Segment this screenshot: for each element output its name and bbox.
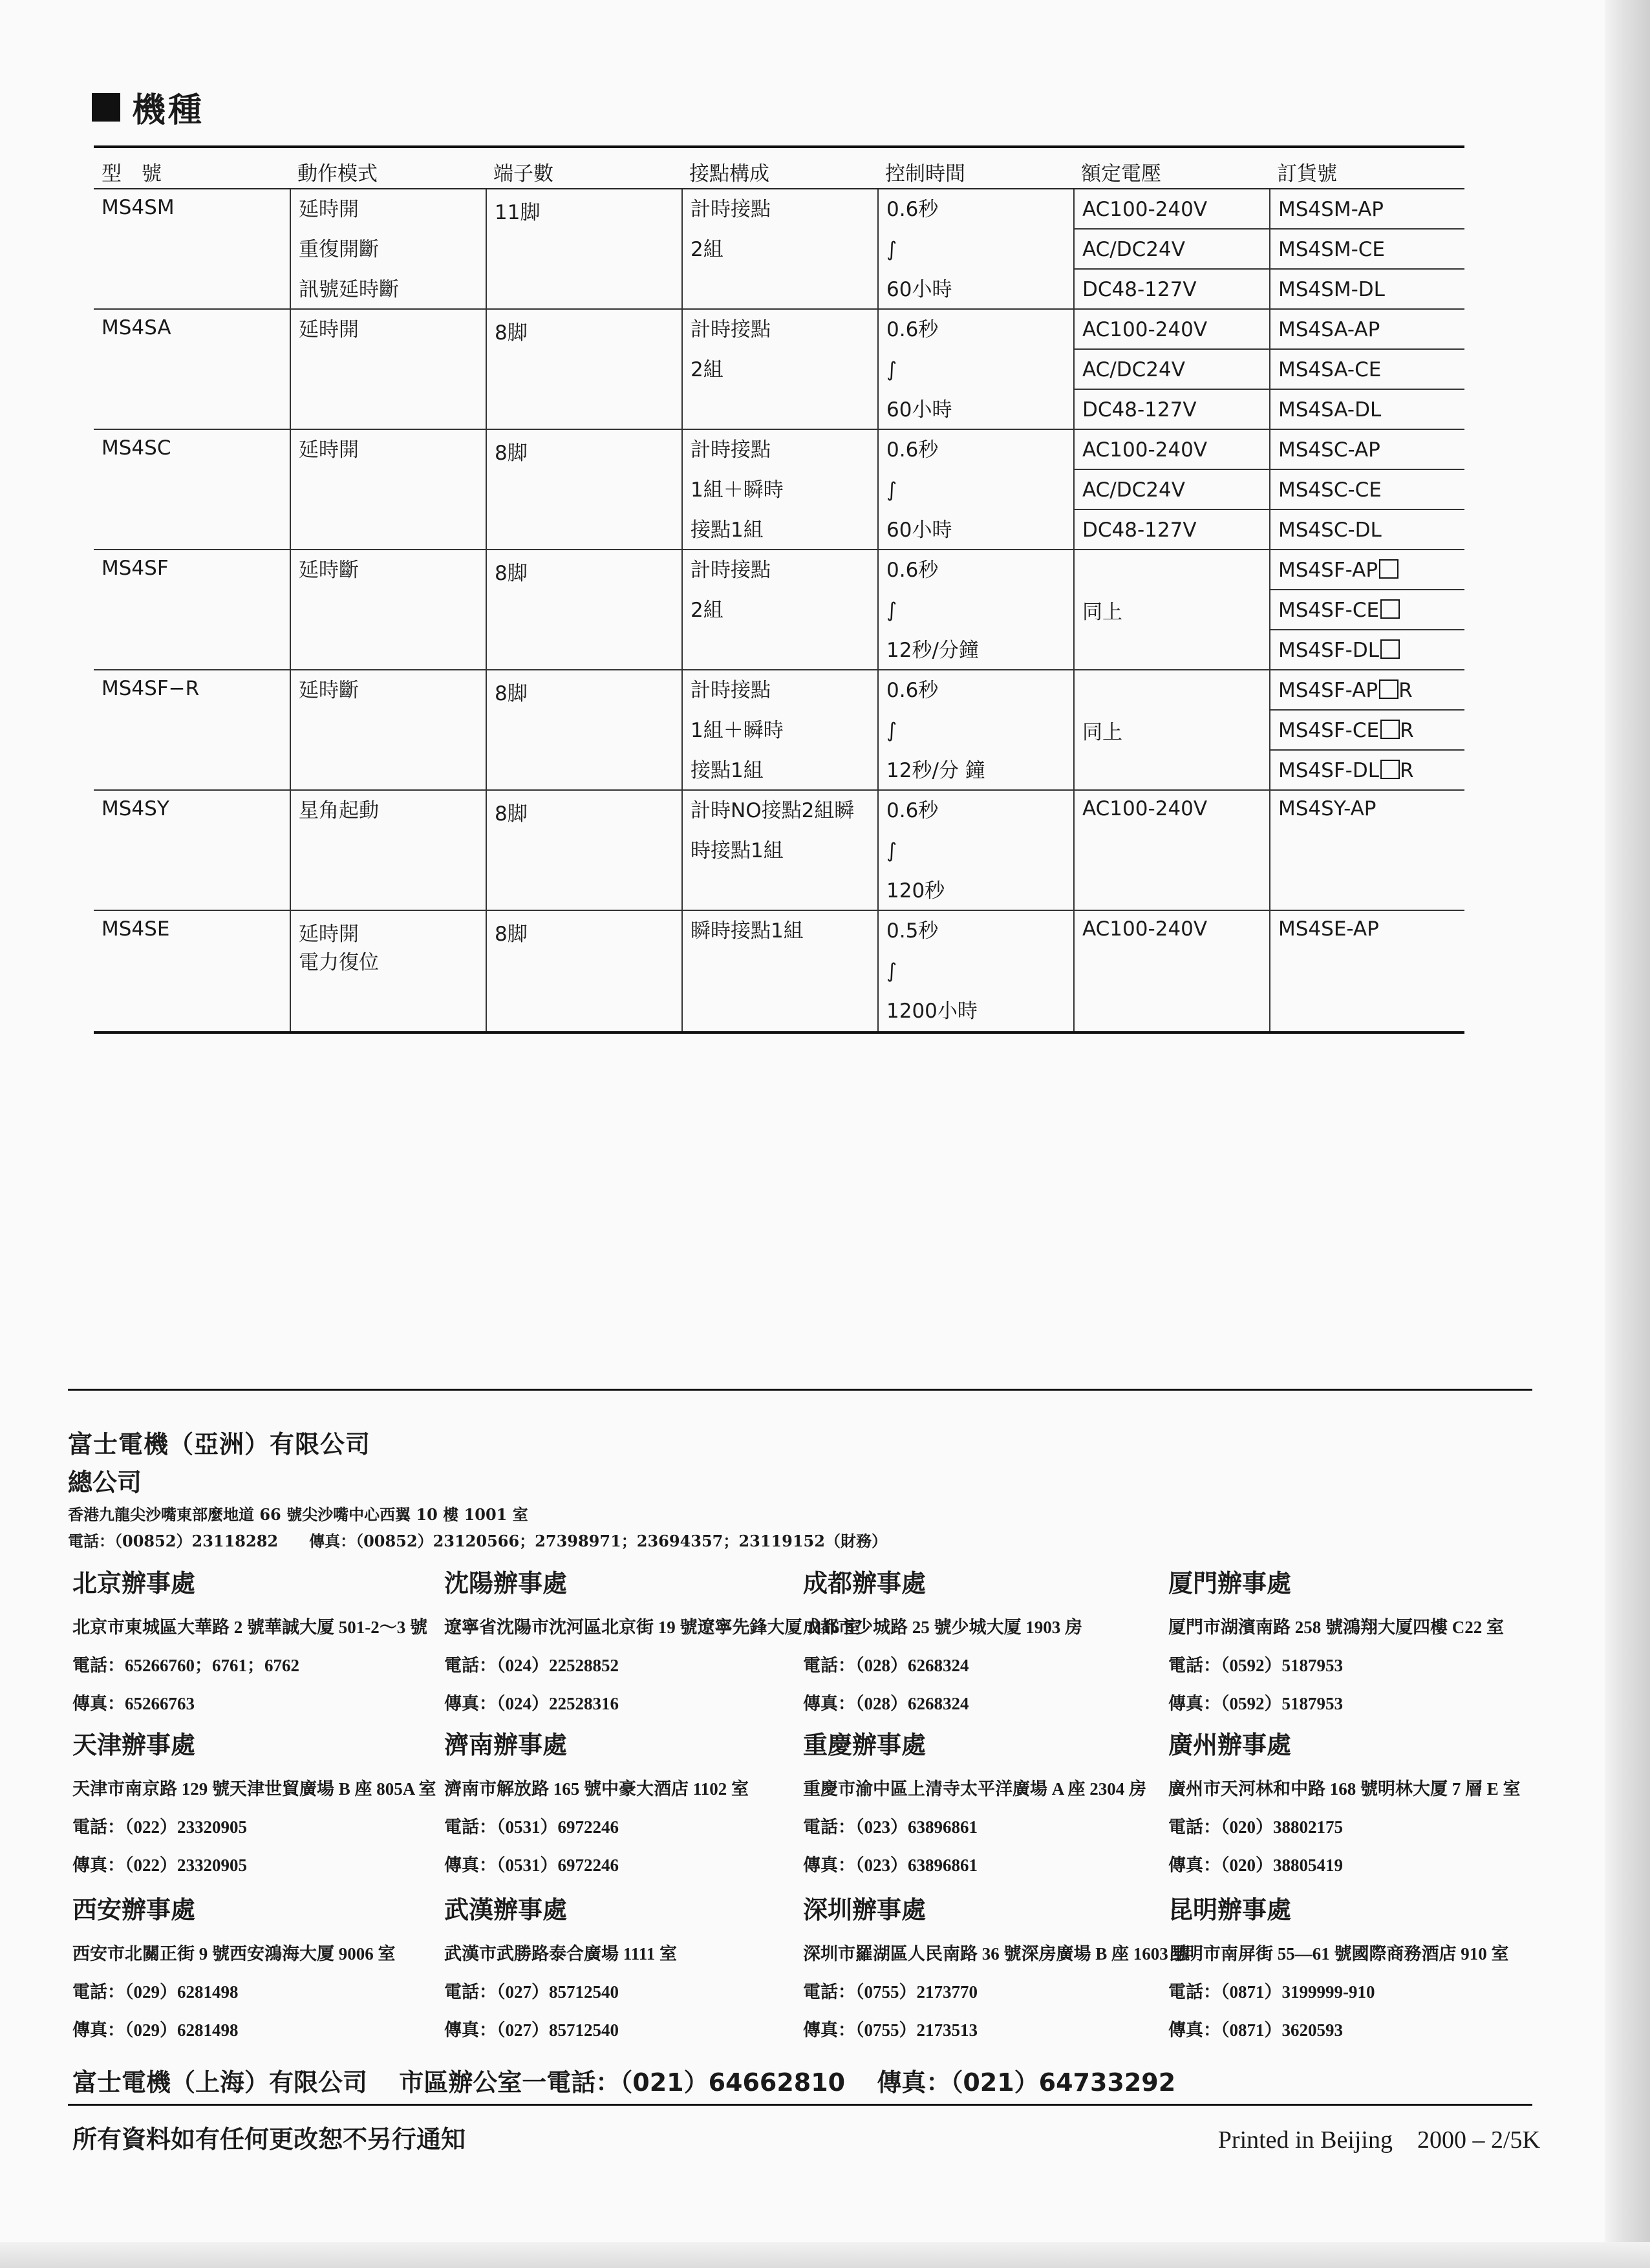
printed-info: Printed in Beijing 2000 – 2/5K (1217, 2126, 1540, 2154)
office-address: 成都市少城路 25 號少城大厦 1903 房 (803, 1618, 1082, 1637)
model-cell: MS4SM (102, 196, 175, 219)
contact-cell (681, 310, 877, 429)
model-cell: MS4SA (102, 316, 171, 339)
office-tel: 電話：（024）22528852 (444, 1656, 619, 1675)
office-tel: 電話：（028）6268324 (803, 1656, 969, 1675)
voltage-cell (1075, 270, 1269, 310)
mode-cell (290, 430, 486, 549)
hq-label: 總公司 (68, 1468, 142, 1497)
office-address: 北京市東城區大華路 2 號華誠大厦 501-2～3 號 (72, 1618, 427, 1637)
office-address: 西安市北關正街 9 號西安鴻海大厦 9006 室 (72, 1944, 396, 1963)
header-mode: 動作模式 (297, 162, 378, 186)
table-row (94, 791, 1464, 911)
table-body (94, 189, 1464, 1031)
time-line: 12秒/分鐘 (886, 639, 979, 662)
office-name: 重慶辦事處 (803, 1731, 927, 1759)
voltage-cell (1073, 670, 1269, 789)
office-block (803, 1890, 1190, 2041)
contact-cell (681, 791, 877, 910)
order-cell (1269, 189, 1464, 308)
order-text: MS4SF-DL (1278, 639, 1379, 662)
time-line: 60小時 (886, 519, 952, 542)
time-cell (877, 911, 1073, 1031)
office-fax: 傳真：（0592）5187953 (1168, 1694, 1343, 1713)
mode-line: 延時開 (299, 438, 359, 462)
mode-line: 重復開斷 (299, 238, 379, 261)
order-text: MS4SF-DL (1278, 759, 1379, 782)
black-square-icon (92, 93, 120, 122)
office-block (444, 1890, 806, 2041)
contact-cell (681, 670, 877, 789)
office-fax: 傳真：（020）38805419 (1168, 1856, 1343, 1875)
voltage-text: AC100-240V (1082, 198, 1208, 221)
voltage-cell (1075, 350, 1269, 390)
time-line: 60小時 (886, 398, 952, 422)
order-cell (1269, 550, 1464, 669)
header-voltage: 額定電壓 (1081, 162, 1161, 186)
order-cell (1269, 791, 1464, 910)
office-fax: 傳真：（028）6268324 (803, 1694, 969, 1713)
mode-line: 延時斷 (299, 679, 359, 702)
time-line: ∫ (886, 238, 897, 261)
mode-cell (290, 189, 486, 308)
order-text: MS4SF-CE (1278, 599, 1380, 622)
shanghai-tel: 市區辦公室一電話：（021）64662810 (399, 2068, 846, 2097)
office-block (444, 1725, 806, 1876)
office-tel: 電話：（022）23320905 (72, 1817, 247, 1837)
order-text: MS4SC-DL (1278, 519, 1382, 542)
header-contact: 接點構成 (689, 162, 769, 186)
table-header (94, 148, 1464, 189)
pins-cell: 8脚 (486, 670, 681, 789)
time-line: ∫ (886, 839, 897, 862)
office-fax: 傳真：（022）23320905 (72, 1856, 247, 1875)
option-box-icon (1380, 760, 1400, 779)
contact-line: 計時接點 (691, 679, 771, 702)
order-suffix: R (1400, 719, 1414, 742)
office-block (72, 1725, 434, 1876)
order-cell (1270, 550, 1464, 590)
office-address: 濟南市解放路 165 號中豪大酒店 1102 室 (444, 1779, 749, 1799)
office-name: 濟南辦事處 (444, 1731, 568, 1759)
section-heading (92, 83, 204, 131)
time-cell (877, 550, 1073, 669)
shanghai-fax: 傳真：（021）64733292 (877, 2068, 1176, 2097)
office-address: 深圳市羅湖區人民南路 36 號深房廣場 B 座 1603 號 (803, 1944, 1190, 1963)
voltage-cell (1073, 791, 1269, 910)
office-name: 廣州辦事處 (1168, 1731, 1292, 1759)
office-name: 沈陽辦事處 (444, 1569, 568, 1598)
order-cell (1270, 751, 1464, 791)
time-line: 0.6秒 (886, 679, 939, 702)
order-text: MS4SM-AP (1278, 198, 1384, 221)
time-cell (877, 310, 1073, 429)
time-cell (877, 189, 1073, 308)
page-edge-shadow (1605, 0, 1650, 2268)
heading-text: 機種 (132, 91, 205, 130)
office-tel: 電話：65266760；6761；6762 (72, 1656, 299, 1675)
office-fax: 傳真：（0531）6972246 (444, 1856, 619, 1875)
office-name: 成都辦事處 (803, 1569, 927, 1598)
time-cell (877, 670, 1073, 789)
order-cell (1269, 310, 1464, 429)
hq-address: 香港九龍尖沙嘴東部麼地道 66 號尖沙嘴中心西翼 10 樓 1001 室 (68, 1505, 528, 1524)
mode-line: 星角起動 (299, 799, 379, 822)
contact-cell (681, 911, 877, 1031)
contact-line: 瞬時接點1組 (691, 919, 804, 943)
time-line: 0.6秒 (886, 438, 939, 462)
mode-line: 訊號延時斷 (299, 278, 399, 301)
order-cell (1269, 911, 1464, 1031)
office-address: 昆明市南屏街 55—61 號國際商務酒店 910 室 (1168, 1944, 1509, 1963)
contact-line: 時接點1組 (691, 839, 784, 862)
voltage-cell (1075, 310, 1269, 350)
order-text: MS4SC-CE (1278, 478, 1382, 502)
office-name: 厦門辦事處 (1168, 1569, 1292, 1598)
contact-line: 計時接點 (691, 559, 771, 582)
header-model: 型 號 (102, 162, 162, 186)
time-line: 0.6秒 (886, 198, 939, 221)
voltage-cell (1073, 430, 1269, 549)
option-box-icon (1380, 720, 1400, 739)
office-tel: 電話：（0755）2173770 (803, 1982, 978, 2002)
time-cell (877, 791, 1073, 910)
office-name: 天津辦事處 (72, 1731, 196, 1759)
voltage-cell (1073, 911, 1269, 1031)
office-fax: 傳真：（027）85712540 (444, 2020, 619, 2040)
office-block (444, 1563, 862, 1715)
office-name: 北京辦事處 (72, 1569, 196, 1598)
office-fax: 傳真：（023）63896861 (803, 1856, 978, 1875)
voltage-cell (1073, 189, 1269, 308)
contact-line: 2組 (691, 599, 723, 622)
shanghai-name: 富士電機（上海）有限公司 (72, 2068, 368, 2097)
contact-line: 2組 (691, 358, 723, 381)
office-block (1168, 1725, 1530, 1876)
order-text: MS4SC-AP (1278, 438, 1380, 462)
pins-cell: 8脚 (486, 310, 681, 429)
mode-cell (290, 791, 486, 910)
table-row (94, 430, 1464, 550)
time-cell (877, 430, 1073, 549)
mode-cell (290, 670, 486, 789)
order-text: MS4SM-CE (1278, 238, 1385, 261)
office-tel: 電話：（029）6281498 (72, 1982, 239, 2002)
office-tel: 電話：（0871）3199999-910 (1168, 1982, 1375, 2002)
time-line: ∫ (886, 719, 897, 742)
company-name: 富士電機（亞洲）有限公司 (68, 1430, 371, 1459)
mode-line: 延時開 (299, 198, 359, 221)
order-text: MS4SY-AP (1278, 797, 1377, 820)
office-fax: 傳真：（0755）2173513 (803, 2020, 978, 2040)
office-name: 深圳辦事處 (803, 1896, 927, 1924)
order-text: MS4SF-AP (1278, 559, 1378, 582)
order-cell (1269, 670, 1464, 789)
header-time: 控制時間 (885, 162, 965, 186)
office-tel: 電話：（0531）6972246 (444, 1817, 619, 1837)
office-tel: 電話：（023）63896861 (803, 1817, 978, 1837)
pins-cell: 8脚 (486, 430, 681, 549)
office-name: 西安辦事處 (72, 1896, 196, 1924)
time-line: 60小時 (886, 278, 952, 301)
time-line: ∫ (886, 358, 897, 381)
voltage-text: AC100-240V (1082, 318, 1208, 341)
model-cell: MS4SF (102, 557, 169, 580)
contact-line: 2組 (691, 238, 723, 261)
pins-cell: 11脚 (486, 189, 681, 308)
office-tel: 電話：（020）38802175 (1168, 1817, 1343, 1837)
order-cell (1270, 189, 1464, 230)
order-cell (1270, 470, 1464, 510)
model-cell: MS4SE (102, 917, 170, 941)
voltage-text: AC/DC24V (1082, 238, 1185, 261)
time-line: ∫ (886, 599, 897, 622)
voltage-cell (1073, 550, 1269, 669)
order-text: MS4SA-CE (1278, 358, 1382, 381)
option-box-icon (1380, 639, 1400, 659)
model-cell: MS4SF−R (102, 677, 200, 700)
option-box-icon (1380, 599, 1400, 619)
contact-line: 計時NO接點2組瞬 (691, 799, 855, 822)
mode-cell (290, 911, 486, 1031)
table-row (94, 911, 1464, 1031)
option-box-icon (1379, 679, 1398, 699)
footer-divider (68, 2104, 1532, 2106)
office-block (803, 1725, 1165, 1876)
model-spec-table (94, 145, 1464, 1034)
contact-line: 接點1組 (691, 759, 764, 782)
voltage-cell (1075, 230, 1269, 270)
option-box-icon (1379, 559, 1398, 579)
order-cell (1270, 350, 1464, 390)
mode-cell (290, 310, 486, 429)
office-address: 武漢市武勝路泰合廣場 1111 室 (444, 1944, 678, 1963)
order-cell (1269, 430, 1464, 549)
mode-line: 延時開 (299, 318, 359, 341)
voltage-text: AC/DC24V (1082, 478, 1185, 502)
mode-cell (290, 550, 486, 669)
voltage-cell (1075, 189, 1269, 230)
office-address: 遼寧省沈陽市沈河區北京街 19 號遼寧先鋒大厦 1116 室 (444, 1618, 862, 1637)
model-cell: MS4SY (102, 797, 169, 820)
voltage-text: 同上 (1082, 720, 1122, 744)
voltage-cell (1075, 430, 1269, 470)
office-fax: 傳真：（024）22528316 (444, 1694, 619, 1713)
page-bottom-shadow (0, 2242, 1650, 2268)
contact-line: 1組＋瞬時 (691, 478, 784, 502)
voltage-text: DC48-127V (1082, 278, 1197, 301)
office-fax: 傳真：（029）6281498 (72, 2020, 239, 2040)
office-fax: 傳真：（0871）3620593 (1168, 2020, 1343, 2040)
mode-line: 電力復位 (299, 951, 379, 974)
voltage-text: 同上 (1082, 600, 1122, 624)
order-cell (1270, 590, 1464, 630)
order-text: MS4SA-AP (1278, 318, 1380, 341)
order-cell (1270, 430, 1464, 470)
footer-notice: 所有資料如有任何更改恕不另行通知 (72, 2125, 466, 2154)
voltage-text: AC100-240V (1082, 438, 1208, 462)
hq-contact: 電話：（00852）23118282 傳真：（00852）23120566；27398971；23694357；23119152（財務） (68, 1532, 887, 1550)
order-suffix: R (1399, 759, 1414, 782)
time-line: 120秒 (886, 879, 945, 903)
order-text: MS4SF-AP (1278, 679, 1378, 702)
order-cell (1270, 630, 1464, 670)
office-name: 昆明辦事處 (1168, 1896, 1292, 1924)
order-cell (1270, 310, 1464, 350)
time-line: 0.5秒 (886, 919, 939, 943)
table-row (94, 310, 1464, 430)
time-line: 12秒/分 鐘 (886, 759, 985, 782)
contact-cell (681, 550, 877, 669)
office-address: 厦門市湖濱南路 258 號鴻翔大厦四樓 C22 室 (1168, 1618, 1504, 1637)
pins-cell: 8脚 (486, 550, 681, 669)
time-line: 0.6秒 (886, 318, 939, 341)
office-block (803, 1563, 1165, 1715)
contact-line: 計時接點 (691, 318, 771, 341)
voltage-text: DC48-127V (1082, 398, 1197, 422)
header-pins: 端子數 (493, 162, 553, 186)
pins-cell: 8脚 (486, 791, 681, 910)
order-cell (1270, 270, 1464, 310)
pins-cell: 8脚 (486, 911, 681, 1031)
order-text: MS4SE-AP (1278, 917, 1379, 941)
order-cell (1270, 230, 1464, 270)
order-cell (1270, 670, 1464, 711)
contact-line: 接點1組 (691, 519, 764, 542)
order-text: MS4SF-CE (1278, 719, 1380, 742)
table-row (94, 189, 1464, 310)
time-line: ∫ (886, 959, 897, 983)
order-text: MS4SM-DL (1278, 278, 1385, 301)
office-block (1168, 1890, 1530, 2041)
office-fax: 傳真：65266763 (72, 1694, 195, 1713)
voltage-cell (1075, 510, 1269, 550)
contact-line: 1組＋瞬時 (691, 719, 784, 742)
contact-cell (681, 189, 877, 308)
voltage-text: DC48-127V (1082, 519, 1197, 542)
office-address: 重慶市渝中區上清寺太平洋廣場 A 座 2304 房 (803, 1779, 1147, 1799)
office-tel: 電話：（0592）5187953 (1168, 1656, 1343, 1675)
office-block (72, 1563, 434, 1715)
order-cell (1270, 711, 1464, 751)
contact-line: 計時接點 (691, 438, 771, 462)
office-block (1168, 1563, 1530, 1715)
office-address: 廣州市天河林和中路 168 號明林大厦 7 層 E 室 (1168, 1779, 1521, 1799)
order-text: MS4SA-DL (1278, 398, 1382, 422)
header-order: 訂貨號 (1277, 162, 1337, 186)
time-line: 0.6秒 (886, 559, 939, 582)
order-suffix: R (1398, 679, 1413, 702)
voltage-cell (1073, 310, 1269, 429)
voltage-cell (1075, 390, 1269, 430)
shanghai-office-line (72, 2062, 1199, 2098)
mode-line: 延時開 (299, 923, 359, 946)
contact-line: 計時接點 (691, 198, 771, 221)
contact-cell (681, 430, 877, 549)
order-cell (1270, 390, 1464, 430)
office-name: 武漢辦事處 (444, 1896, 568, 1924)
voltage-cell (1075, 470, 1269, 510)
time-line: 0.6秒 (886, 799, 939, 822)
voltage-text: AC/DC24V (1082, 358, 1185, 381)
table-row (94, 550, 1464, 670)
voltage-text: AC100-240V (1082, 917, 1208, 941)
order-cell (1270, 510, 1464, 550)
company-info (68, 1389, 1532, 1551)
table-row (94, 670, 1464, 791)
time-line: ∫ (886, 478, 897, 502)
office-block (72, 1890, 434, 2041)
time-line: 1200小時 (886, 1000, 978, 1023)
mode-line: 延時斷 (299, 559, 359, 582)
model-cell: MS4SC (102, 436, 171, 460)
office-tel: 電話：（027）85712540 (444, 1982, 619, 2002)
voltage-text: AC100-240V (1082, 797, 1208, 820)
office-address: 天津市南京路 129 號天津世貿廣場 B 座 805A 室 (72, 1779, 436, 1799)
